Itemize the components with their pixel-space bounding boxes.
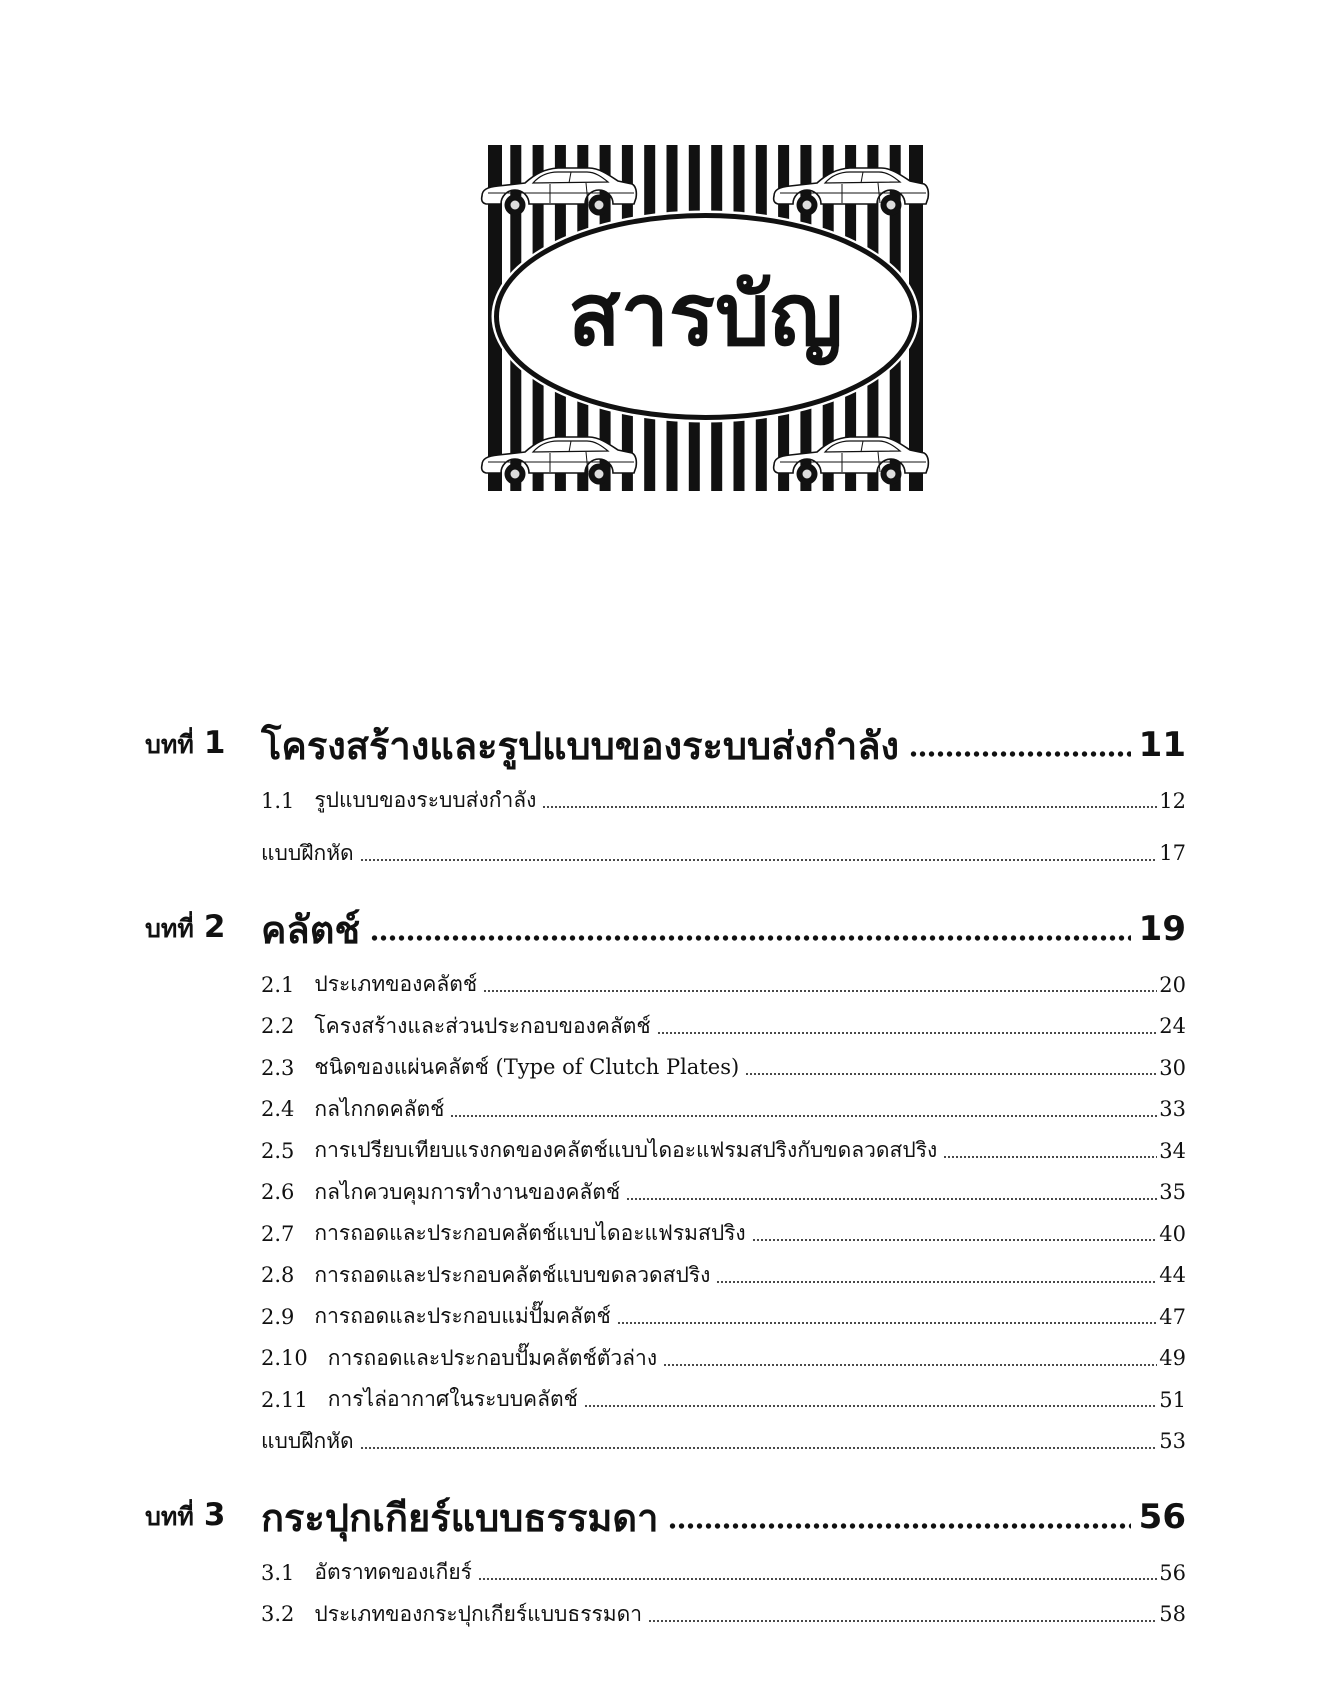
entry-number: 2.7 [261, 1221, 295, 1246]
dot-leader [584, 1379, 1157, 1421]
chapter-number: 1 [203, 725, 226, 761]
chapter-page-number: 11 [1138, 725, 1186, 765]
entry-number: 3.2 [261, 1602, 295, 1627]
entry-page-number: 58 [1159, 1602, 1186, 1627]
chapter-label-word: บทที่ [145, 730, 194, 759]
chapter-heading [145, 1492, 1186, 1542]
entry-title: แบบฝึกหัด [261, 840, 354, 865]
entry-number: 2.9 [261, 1304, 295, 1329]
entry-number: 1.1 [261, 788, 295, 813]
toc-entry [261, 1255, 1186, 1297]
chapter-label-word: บทที่ [145, 1502, 194, 1531]
entry-title: รูปแบบของระบบส่งกำลัง [314, 788, 537, 813]
toc-entry [261, 1172, 1186, 1214]
entry-page-number: 34 [1159, 1138, 1186, 1163]
toc-entry [261, 1089, 1186, 1131]
dot-leader [745, 1047, 1157, 1089]
toc-entry-exercise [261, 833, 1186, 875]
chapter-entries [261, 964, 1186, 1462]
toc-entry [261, 964, 1186, 1006]
entry-page-number: 12 [1159, 788, 1186, 813]
chapter-title: คลัตช์ [261, 907, 361, 952]
chapter-3 [145, 1492, 1186, 1635]
dot-leader [663, 1338, 1157, 1380]
entry-title: โครงสร้างและส่วนประกอบของคลัตช์ [314, 1013, 651, 1038]
toc-title: สารบัญ [568, 265, 843, 366]
entry-page-number: 51 [1159, 1387, 1186, 1412]
dot-leader [668, 1492, 1130, 1542]
chapter-number: 2 [203, 909, 226, 945]
dot-leader [478, 1552, 1157, 1594]
entry-title: การถอดและประกอบแม่ปั๊มคลัตช์ [314, 1304, 611, 1329]
dot-leader [450, 1089, 1157, 1131]
toc-entry [261, 1338, 1186, 1380]
entry-page-number: 44 [1159, 1263, 1186, 1288]
entry-page-number: 40 [1159, 1221, 1186, 1246]
dot-leader [909, 720, 1131, 770]
chapter-title: โครงสร้างและรูปแบบของระบบส่งกำลัง [261, 723, 900, 768]
entry-page-number: 49 [1159, 1346, 1186, 1371]
chapter-title: กระปุกเกียร์แบบธรรมดา [261, 1495, 659, 1540]
toc-entry [261, 1047, 1186, 1089]
entry-page-number: 35 [1159, 1180, 1186, 1205]
chapter-label [145, 725, 261, 765]
toc-header-illustration [470, 140, 940, 496]
dot-leader [617, 1296, 1158, 1338]
dot-leader [626, 1172, 1157, 1214]
entry-page-number: 24 [1159, 1014, 1186, 1039]
entry-title: กลไกควบคุมการทำงานของคลัตช์ [314, 1179, 621, 1204]
entry-page-number: 30 [1159, 1055, 1186, 1080]
chapter-page-number: 19 [1138, 909, 1186, 949]
dot-leader [716, 1255, 1157, 1297]
entry-number: 2.11 [261, 1387, 308, 1412]
entry-number: 2.2 [261, 1014, 295, 1039]
entry-page-number: 56 [1159, 1560, 1186, 1585]
chapter-heading [145, 904, 1186, 954]
toc-entry [261, 1296, 1186, 1338]
entry-title: การถอดและประกอบปั๊มคลัตช์ตัวล่าง [327, 1345, 658, 1370]
entry-title: แบบฝึกหัด [261, 1428, 354, 1453]
chapter-1 [145, 720, 1186, 874]
entry-number: 2.4 [261, 1097, 295, 1122]
toc-entry [261, 1379, 1186, 1421]
entry-title: ประเภทของกระปุกเกียร์แบบธรรมดา [314, 1601, 643, 1626]
entry-title: อัตราทดของเกียร์ [314, 1560, 472, 1585]
chapter-number: 3 [203, 1497, 226, 1533]
dot-leader [648, 1594, 1157, 1636]
dot-leader [483, 964, 1157, 1006]
dot-leader [943, 1130, 1157, 1172]
entry-page-number: 53 [1159, 1429, 1186, 1454]
entry-number: 2.3 [261, 1055, 295, 1080]
dot-leader [657, 1006, 1158, 1048]
chapter-label [145, 1497, 261, 1537]
table-of-contents [145, 720, 1186, 1635]
entry-page-number: 33 [1159, 1097, 1186, 1122]
toc-entry [261, 1006, 1186, 1048]
chapter-heading [145, 720, 1186, 770]
entry-title: การถอดและประกอบคลัตช์แบบไดอะแฟรมสปริง [314, 1221, 746, 1246]
entry-title: ชนิดของแผ่นคลัตช์ (Type of Clutch Plates) [314, 1055, 740, 1080]
toc-entry [261, 1552, 1186, 1594]
chapter-label [145, 909, 261, 949]
entry-number: 2.8 [261, 1263, 295, 1288]
entry-number: 2.1 [261, 972, 295, 997]
dot-leader [370, 904, 1130, 954]
dot-leader [360, 1421, 1158, 1463]
entry-title: การถอดและประกอบคลัตช์แบบขดลวดสปริง [314, 1262, 711, 1287]
entry-number: 2.10 [261, 1346, 308, 1371]
chapter-2 [145, 904, 1186, 1462]
chapter-entries [261, 780, 1186, 874]
entry-title: การไล่อากาศในระบบคลัตช์ [327, 1387, 578, 1412]
entry-title: ประเภทของคลัตช์ [314, 972, 478, 997]
entry-number: 3.1 [261, 1560, 295, 1585]
toc-entry-exercise [261, 1421, 1186, 1463]
entry-number: 2.5 [261, 1138, 295, 1163]
entry-number: 2.6 [261, 1180, 295, 1205]
entry-title: กลไกกดคลัตช์ [314, 1096, 445, 1121]
dot-leader [752, 1213, 1158, 1255]
chapter-entries [261, 1552, 1186, 1635]
entry-page-number: 17 [1159, 841, 1186, 866]
toc-entry [261, 780, 1186, 822]
chapter-label-word: บทที่ [145, 914, 194, 943]
toc-entry [261, 1130, 1186, 1172]
dot-leader [360, 833, 1158, 875]
chapter-page-number: 56 [1138, 1497, 1186, 1537]
entry-page-number: 20 [1159, 972, 1186, 997]
toc-entry [261, 1213, 1186, 1255]
toc-entry [261, 1594, 1186, 1636]
entry-title: การเปรียบเทียบแรงกดของคลัตช์แบบไดอะแฟรมสปริงกับขดลวดสปริง [314, 1138, 938, 1163]
dot-leader [542, 780, 1157, 822]
entry-page-number: 47 [1159, 1304, 1186, 1329]
